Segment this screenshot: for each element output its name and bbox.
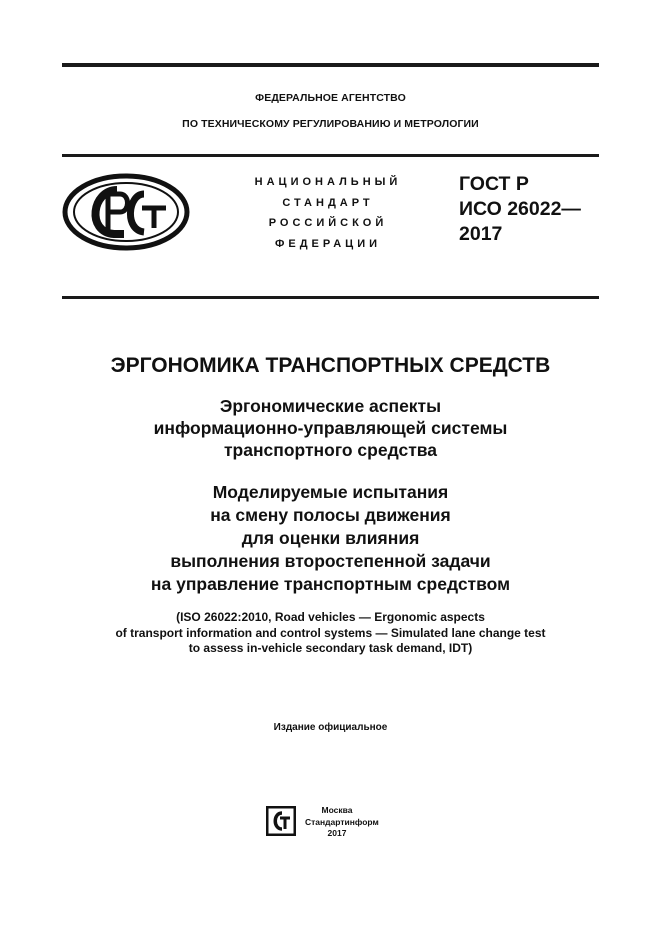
part-title	[0, 481, 661, 596]
english-title	[0, 610, 661, 657]
publisher-city: Москва	[321, 805, 353, 815]
gost-line-2: ИСО 26022—	[459, 198, 581, 220]
natstd-line-3: РОССИЙСКОЙ	[268, 217, 388, 229]
subtitle-line-3: транспортного средства	[223, 440, 438, 460]
bottom-rule	[62, 296, 599, 299]
part-line-5: на управление транспортным средством	[150, 574, 511, 594]
main-title: ЭРГОНОМИКА ТРАНСПОРТНЫХ СРЕДСТВ	[110, 354, 551, 377]
natstd-line-1: НАЦИОНАЛЬНЫЙ	[254, 176, 402, 188]
publisher-info	[305, 805, 379, 840]
part-line-1: Моделируемые испытания	[212, 482, 449, 502]
subtitle-line-2: информационно-управляющей системы	[153, 418, 508, 438]
agency-line-1: ФЕДЕРАЛЬНОЕ АГЕНТСТВО	[255, 92, 406, 104]
publisher-name: Стандартинформ	[305, 816, 379, 827]
natstd-line-2: СТАНДАРТ	[282, 196, 374, 209]
part-line-4: выполнения второстепенной задачи	[170, 551, 491, 571]
part-line-2: на смену полосы движения	[210, 505, 451, 525]
gost-line-1: ГОСТ Р	[459, 173, 529, 195]
standartinform-logo-icon	[265, 805, 297, 837]
english-line-3: to assess in-vehicle secondary task demand, IDT)	[188, 641, 473, 655]
publisher-year: 2017	[327, 828, 347, 838]
subtitle	[0, 395, 661, 461]
edition-label: Издание официальное	[273, 722, 388, 733]
standard-number	[459, 172, 581, 247]
national-standard-label	[228, 172, 428, 254]
part-line-3: для оценки влияния	[241, 528, 420, 548]
natstd-line-4: ФЕДЕРАЦИИ	[274, 237, 382, 250]
gost-line-3: 2017	[459, 223, 503, 245]
english-line-1: (ISO 26022:2010, Road vehicles — Ergonomic aspects	[176, 610, 485, 624]
subtitle-line-1: Эргономические аспекты	[219, 396, 442, 416]
rst-gost-logo-icon	[62, 172, 190, 252]
top-rule	[62, 63, 599, 67]
agency-line-2: ПО ТЕХНИЧЕСКОМУ РЕГУЛИРОВАНИЮ И МЕТРОЛОГИИ	[182, 118, 479, 130]
english-line-2: of transport information and control systems — Simulated lane change test	[115, 625, 546, 640]
middle-rule	[62, 154, 599, 157]
